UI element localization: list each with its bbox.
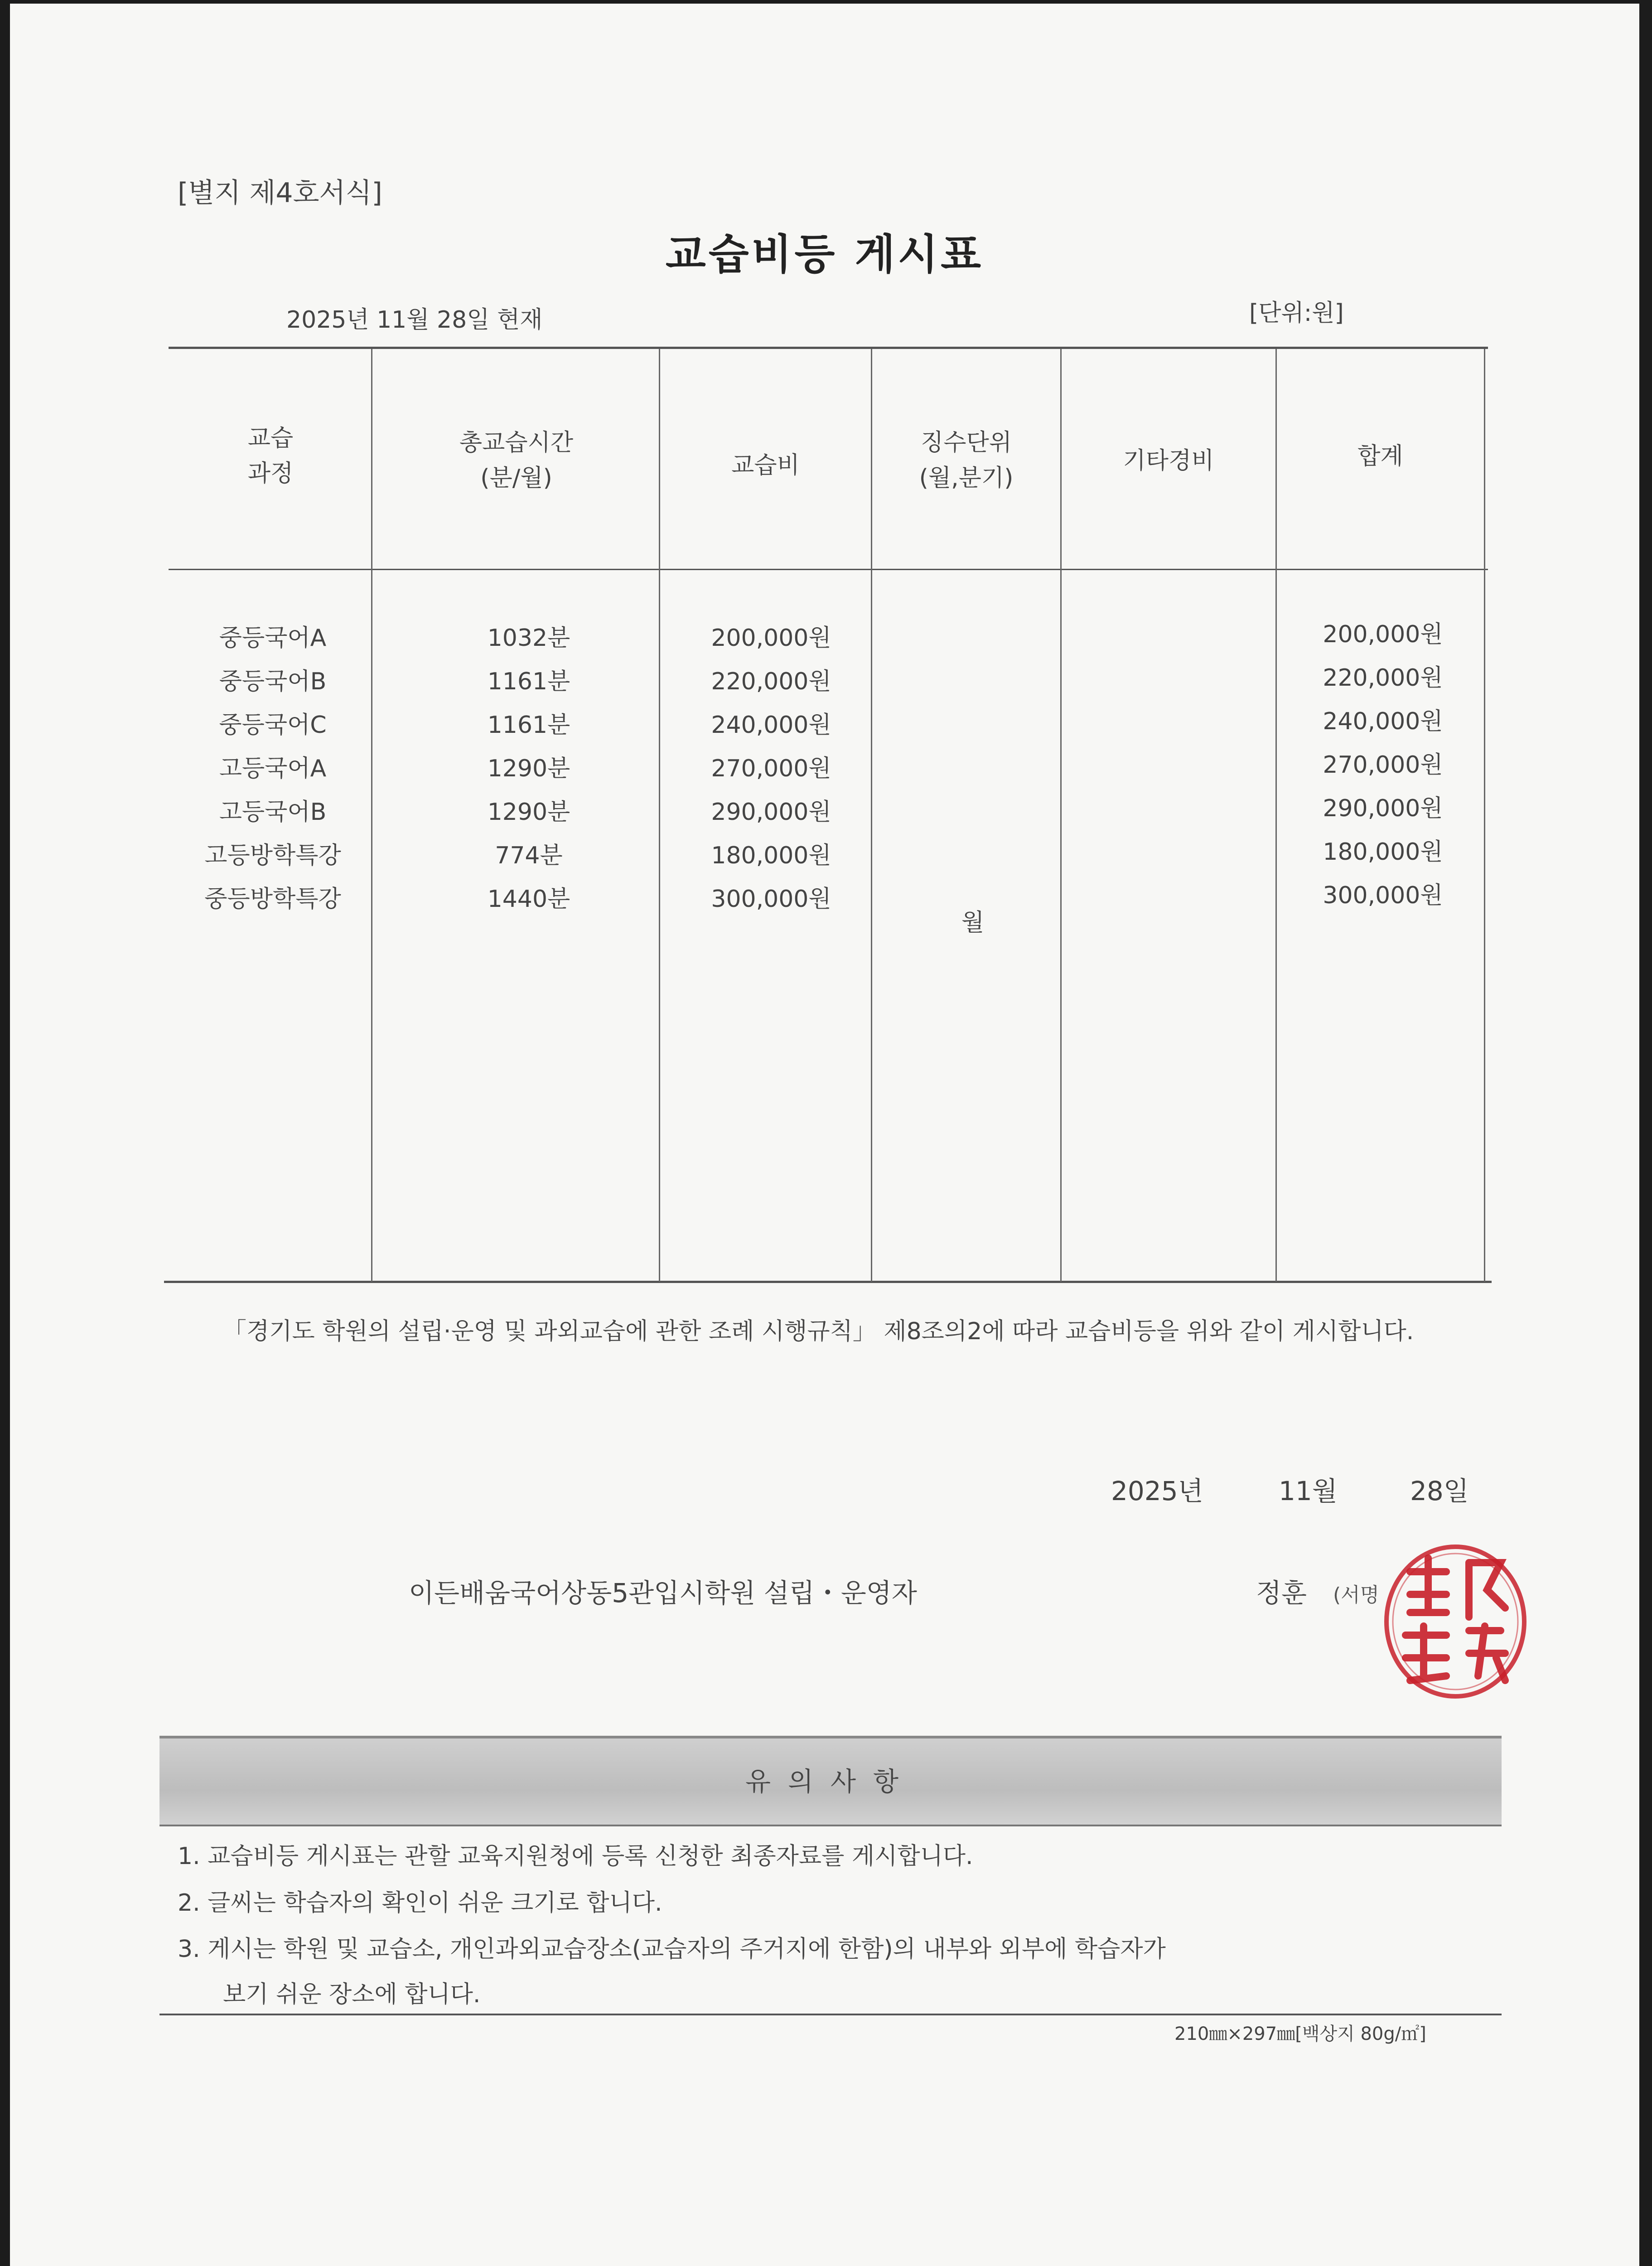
signature-mark: (서명 — [1333, 1583, 1380, 1607]
notice-item-3-continued: 보기 쉬운 장소에 합니다. — [223, 1981, 481, 2008]
header-total-hours-line2: (분/월) — [480, 465, 552, 492]
row-tuition: 300,000원 — [711, 886, 831, 913]
row-total: 240,000원 — [1323, 708, 1443, 735]
notice-title: 유의사항 — [745, 1766, 916, 1797]
notice-bottom-border — [159, 2014, 1502, 2015]
row-tuition: 290,000원 — [711, 799, 831, 826]
notice-item-2: 2. 글씨는 학습자의 확인이 쉬운 크기로 합니다. — [178, 1889, 662, 1917]
row-tuition: 180,000원 — [711, 842, 831, 869]
row-tuition: 200,000원 — [711, 625, 831, 652]
document-page — [10, 4, 1639, 2266]
header-course-line1: 교습 — [247, 425, 294, 452]
header-total-hours — [372, 425, 660, 496]
legal-statement: 「경기도 학원의 설립·운영 및 과외교습에 관한 조례 시행규칙」 제8조의2에 따라 교습비등을 위와 같이 게시합니다. — [223, 1318, 1414, 1345]
row-total: 270,000원 — [1323, 751, 1443, 779]
row-hours: 1290분 — [487, 755, 570, 782]
row-hours: 1440분 — [487, 886, 570, 913]
date-year: 2025년 — [1111, 1476, 1203, 1506]
operator-name: 이든배움국어상동5관입시학원 설립・운영자 — [409, 1578, 917, 1608]
signer-name: 정훈 — [1256, 1578, 1307, 1608]
row-hours: 1032분 — [487, 625, 570, 652]
row-total: 300,000원 — [1323, 882, 1443, 909]
notice-header — [159, 1736, 1502, 1826]
row-tuition: 220,000원 — [711, 668, 831, 695]
header-collection-unit — [872, 425, 1060, 496]
row-tuition: 270,000원 — [711, 755, 831, 782]
form-number: [별지 제4호서식] — [178, 177, 382, 209]
column-divider — [1275, 349, 1277, 1282]
as-of-date: 2025년 11월 28일 현재 — [286, 306, 543, 334]
header-collection-unit-line1: 징수단위 — [921, 429, 1012, 456]
collection-unit-value: 월 — [961, 909, 985, 936]
header-total: 합계 — [1357, 443, 1403, 470]
unit-label: [단위:원] — [1249, 300, 1344, 327]
column-divider — [1060, 349, 1062, 1282]
header-other-expenses: 기타경비 — [1123, 447, 1214, 475]
row-hours: 1290분 — [487, 799, 570, 826]
row-tuition: 240,000원 — [711, 712, 831, 739]
row-total: 200,000원 — [1323, 621, 1443, 648]
row-total: 180,000원 — [1323, 838, 1443, 866]
document-title: 교습비등 게시표 — [665, 230, 984, 279]
row-course: 중등국어A — [219, 625, 327, 652]
date-month: 11월 — [1279, 1476, 1338, 1506]
row-course: 고등방학특강 — [204, 842, 341, 869]
notice-item-1: 1. 교습비등 게시표는 관할 교육지원청에 등록 신청한 최종자료를 게시합니다. — [178, 1843, 973, 1870]
notice-item-3: 3. 게시는 학원 및 교습소, 개인과외교습장소(교습자의 주거지에 한함)의 내부와 외부에 학습자가 — [178, 1936, 1166, 1963]
seal-stamp-icon — [1378, 1540, 1532, 1703]
row-hours: 774분 — [495, 842, 563, 869]
row-hours: 1161분 — [487, 712, 570, 739]
row-course: 고등국어A — [219, 755, 327, 782]
row-course: 중등방학특강 — [204, 886, 341, 913]
table-top-border — [169, 347, 1488, 349]
header-course — [169, 421, 372, 491]
table-bottom-border — [164, 1281, 1492, 1283]
row-course: 중등국어C — [219, 712, 327, 739]
header-tuition: 교습비 — [731, 452, 800, 479]
row-course: 중등국어B — [219, 668, 327, 695]
header-total-hours-line1: 총교습시간 — [459, 429, 574, 456]
row-course: 고등국어B — [219, 799, 327, 826]
header-course-line2: 과정 — [247, 460, 294, 487]
column-divider — [1484, 349, 1485, 1282]
header-collection-unit-line2: (월,분기) — [919, 465, 1014, 492]
header-divider — [169, 569, 1488, 570]
paper-spec: 210㎜×297㎜[백상지 80g/㎡] — [1174, 2024, 1426, 2044]
row-total: 220,000원 — [1323, 664, 1443, 692]
row-hours: 1161분 — [487, 668, 570, 695]
date-day: 28일 — [1410, 1476, 1469, 1506]
row-total: 290,000원 — [1323, 795, 1443, 822]
